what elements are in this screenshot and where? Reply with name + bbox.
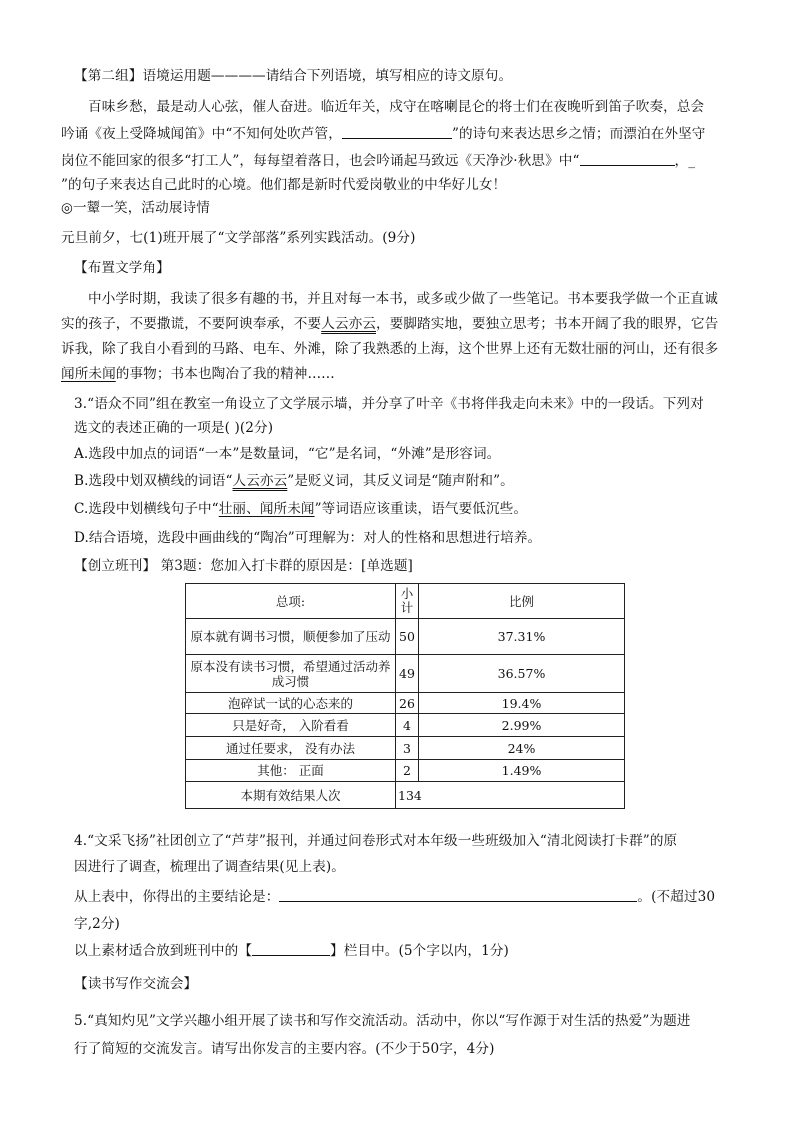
option-text: C.选段中划横线句子中“: [74, 501, 219, 517]
question-4-line-3: [74, 887, 715, 907]
option-text: ”等词语应该重读，语气要低沉些。: [314, 501, 528, 517]
table-row: [186, 737, 625, 760]
row-count: 50: [396, 619, 419, 655]
answer-blank[interactable]: [580, 151, 675, 166]
question-5-line-2: 行了简短的交流发言。请写出你发言的主要内容。(不少于50字，4分): [74, 1041, 495, 1057]
question-text: 】栏目中。(5个字以内，1分): [330, 943, 509, 959]
group2-paragraph-line-3: [61, 151, 695, 171]
total-value: 134: [396, 782, 625, 809]
double-underlined-word: 人云亦云: [321, 316, 376, 332]
row-pct: 24%: [419, 737, 625, 760]
row-pct: 36.57%: [419, 655, 625, 693]
group2-paragraph-line-2: [61, 124, 705, 144]
question-3-stem-line-1: 3.“语众不同”组在教室一角设立了文学展示墙，并分享了叶辛《书将伴我走向未来》中的一段话。下列对: [74, 396, 704, 412]
row-pct: 2.99%: [419, 714, 625, 737]
row-label: 只是好奇， 入阶看看: [186, 714, 396, 737]
answer-blank[interactable]: [342, 124, 452, 139]
header-total-item: 总项:: [186, 584, 396, 619]
passage-text: ，要脚踏实地，要独立思考；书本开阔了我的眼界，它告: [375, 316, 719, 332]
table-header-row: [186, 584, 625, 619]
row-label: 原本就有调书习惯，顺便参加了压动: [186, 619, 396, 655]
survey-table: [185, 583, 625, 809]
group2-heading: 【第二组】语境运用题————请结合下列语境，填写相应的诗文原句。: [74, 68, 513, 84]
table-row: [186, 619, 625, 655]
question-4-line-5: [74, 941, 509, 961]
header-ratio: 比例: [419, 584, 625, 619]
option-text: ”是贬义词，其反义词是“随声附和”。: [287, 473, 514, 489]
section-heading-class-journal: 【创立班刊】 第3题：您加入打卡群的原因是：[单选题]: [74, 558, 413, 574]
row-label: 原本没有读书习惯，希望通过活动养成习惯: [186, 655, 396, 693]
question-3-option-c: [74, 499, 527, 519]
question-3-option-b: [74, 471, 514, 491]
table-row: [186, 760, 625, 782]
total-label: 本期有效结果人次: [186, 782, 396, 809]
underlined-word: 壮丽、闻所未闻: [218, 501, 315, 517]
row-count: 26: [396, 693, 419, 714]
passage-line-3: 诉我，除了我自小看到的马路、电车、外滩，除了我熟悉的上海，这个世界上还有无数壮丽的河山，还有很多: [61, 341, 719, 357]
group2-text: ，_: [674, 153, 696, 169]
passage-text: 实的孩子，不要撒谎，不要阿谀奉承，不要: [61, 316, 322, 332]
section-heading-literature-corner: 【布置文学角】: [74, 260, 170, 276]
group2-paragraph-line-1: 百味乡愁，最是动人心弦，催人奋进。临近年关，戍守在喀喇昆仑的将士们在夜晚听到笛子吹奏，总会: [88, 99, 705, 115]
passage-line-2: [61, 314, 718, 334]
group2-text: 吟诵《夜上受降城闻笛》中“不知何处吹芦管，: [61, 126, 342, 142]
question-text: 以上素材适合放到班刊中的【: [74, 943, 253, 959]
table-row: [186, 655, 625, 693]
question-text: 。(不超过30: [637, 889, 716, 905]
passage-line-1: 中小学时期，我读了很多有趣的书，并且对每一本书，或多或少做了一些笔记。书本要我学做一个正直诚: [88, 291, 718, 307]
row-pct: 1.49%: [419, 760, 625, 782]
question-3-stem-line-2: 选文的表述正确的一项是( )(2分): [74, 420, 274, 436]
question-4-line-2: 因进行了调查，梳理出了调查结果(见上表)。: [74, 859, 345, 875]
passage-text: 的事物；书本也陶冶了我的精神……: [115, 366, 335, 382]
double-underlined-word: 人云亦云: [232, 473, 288, 489]
row-pct: 37.31%: [419, 619, 625, 655]
question-5-line-1: 5.“真知灼见”文学兴趣小组开展了读书和写作交流活动。活动中，你以“写作源于对生活的热爱”为题进: [74, 1013, 691, 1029]
table-row: [186, 693, 625, 714]
question-3-option-d: D.结合语境，选段中画曲线的“陶冶”可理解为：对人的性格和思想进行培养。: [74, 530, 542, 546]
section-heading-reading-writing: 【读书写作交流会】: [74, 976, 198, 992]
activity-title: ◎一颦一笑，活动展诗情: [61, 200, 210, 216]
question-4-line-4: 字,2分): [74, 916, 120, 932]
group2-text: 岗位不能回家的很多“打工人”，每每望着落日，也会吟诵起马致远《天净沙·秋思》中“: [61, 153, 580, 169]
group2-text: ”的诗句来表达思乡之情；而漂泊在外坚守: [451, 126, 706, 142]
row-count: 2: [396, 760, 419, 782]
answer-blank[interactable]: [279, 887, 637, 902]
activity-intro: 元旦前夕，七(1)班开展了“文学部落”系列实践活动。(9分): [61, 230, 416, 246]
table-total-row: [186, 782, 625, 809]
table-row: [186, 714, 625, 737]
row-count: 49: [396, 655, 419, 693]
row-pct: 19.4%: [419, 693, 625, 714]
row-label: 通过任要求， 没有办法: [186, 737, 396, 760]
option-text: B.选段中划双横线的词语“: [74, 473, 233, 489]
answer-blank[interactable]: [252, 941, 330, 956]
row-label: 泡碎试一试的心态来的: [186, 693, 396, 714]
passage-line-4: [61, 364, 335, 384]
question-text: 从上表中，你得出的主要结论是：: [74, 889, 280, 905]
row-label: 其他： 正面: [186, 760, 396, 782]
row-count: 4: [396, 714, 419, 737]
underlined-word: 闻所未闻: [61, 366, 116, 382]
row-count: 3: [396, 737, 419, 760]
header-subtotal: 小计: [396, 584, 419, 619]
question-4-line-1: 4.“文采飞扬”社团创立了“芦芽”报刊，并通过问卷形式对本年级一些班级加入“清北阅读打卡群”的原: [74, 833, 678, 849]
group2-paragraph-line-4: ”的句子来表达自己此时的心境。他们都是新时代爱岗敬业的中华好儿女！: [61, 177, 507, 193]
question-3-option-a: A.选段中加点的词语“一本”是数量词，“它”是名词，“外滩”是形容词。: [74, 446, 501, 462]
